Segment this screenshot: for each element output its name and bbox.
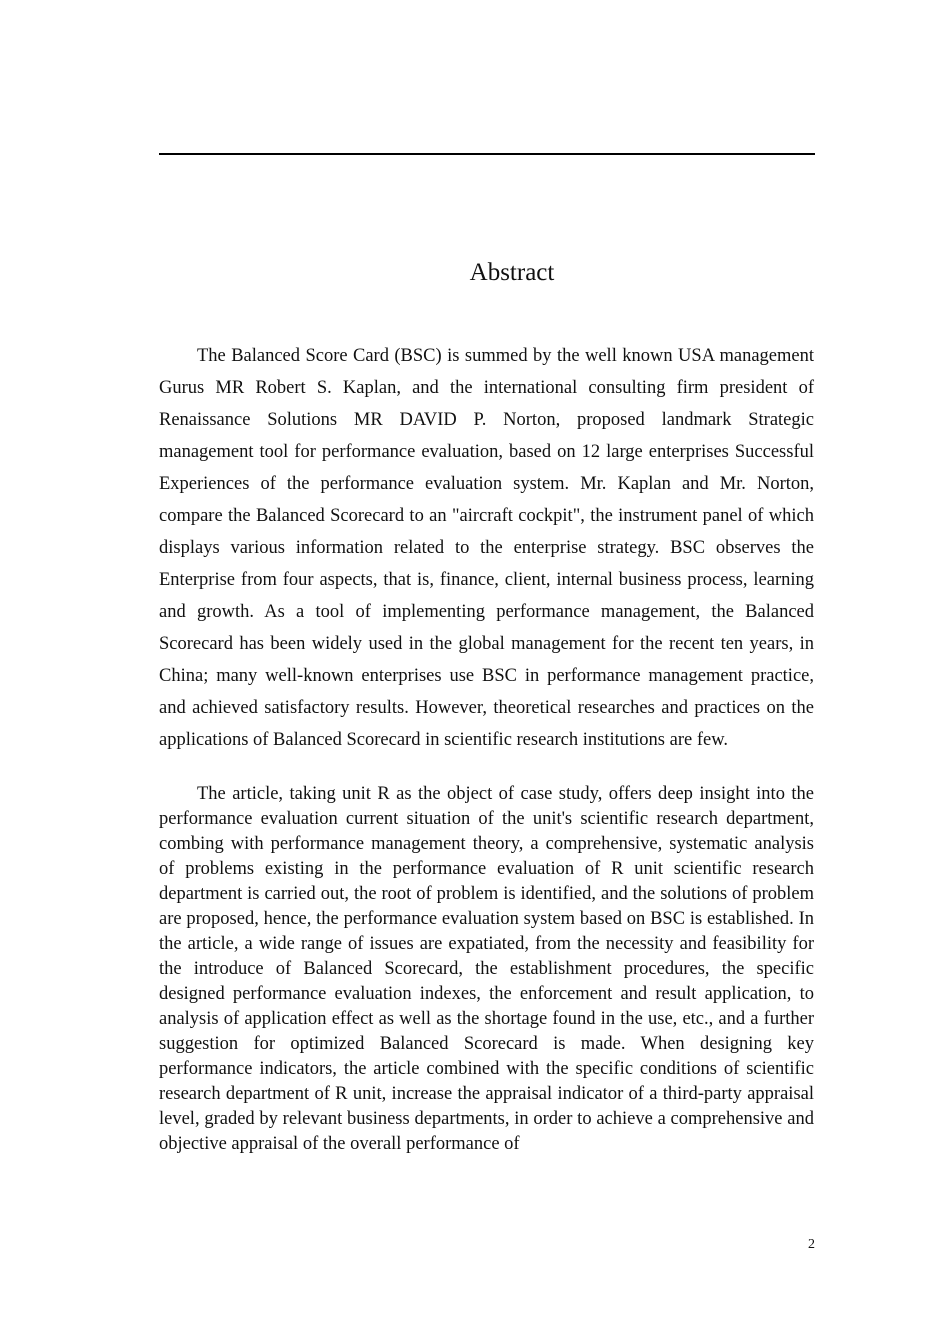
header-rule: [159, 153, 815, 155]
abstract-paragraph-1: The Balanced Score Card (BSC) is summed by the well known USA management Gurus MR Robert S. Kaplan, and the international consulting firm president of Renaissance Solutions MR DAVID P. Norton, proposed landmark Strategic management tool for performance evaluation, based on 12 large enterprises Successful Experiences of the performance evaluation system. Mr. Kaplan and Mr. Norton, compare the Balanced Scorecard to an "aircraft cockpit", the instrument panel of which displays various information related to the enterprise strategy. BSC observes the Enterprise from four aspects, that is, finance, client, internal business process, learning and growth. As a tool of implementing performance management, the Balanced Scorecard has been widely used in the global management for the recent ten years, in China; many well-known enterprises use BSC in performance management practice, and achieved satisfactory results. However, theoretical researches and practices on the applications of Balanced Scorecard in scientific research institutions are few.: [159, 346, 814, 750]
abstract-paragraph-2: The article, taking unit R as the object of case study, offers deep insight into the performance evaluation current situation of the unit's scientific research department, combing with performance management theory, a comprehensive, systematic analysis of problems existing in the performance evaluation of R unit scientific research department is carried out, the root of problem is identified, and the solutions of problem are proposed, hence, the performance evaluation system based on BSC is established. In the article, a wide range of issues are expatiated, from the necessity and feasibility for the introduce of Balanced Scorecard, the establishment procedures, the specific designed performance evaluation indexes, the enforcement and result application, to analysis of application effect as well as the shortage found in the use, etc., and a further suggestion for optimized Balanced Scorecard is made. When designing key performance indicators, the article combined with the specific conditions of scientific research department of R unit, increase the appraisal indicator of a third-party appraisal level, graded by relevant business departments, in order to achieve a comprehensive and objective appraisal of the overall performance of: [159, 784, 814, 1154]
abstract-title: Abstract: [469, 259, 555, 286]
page-number: 2: [808, 1237, 815, 1252]
